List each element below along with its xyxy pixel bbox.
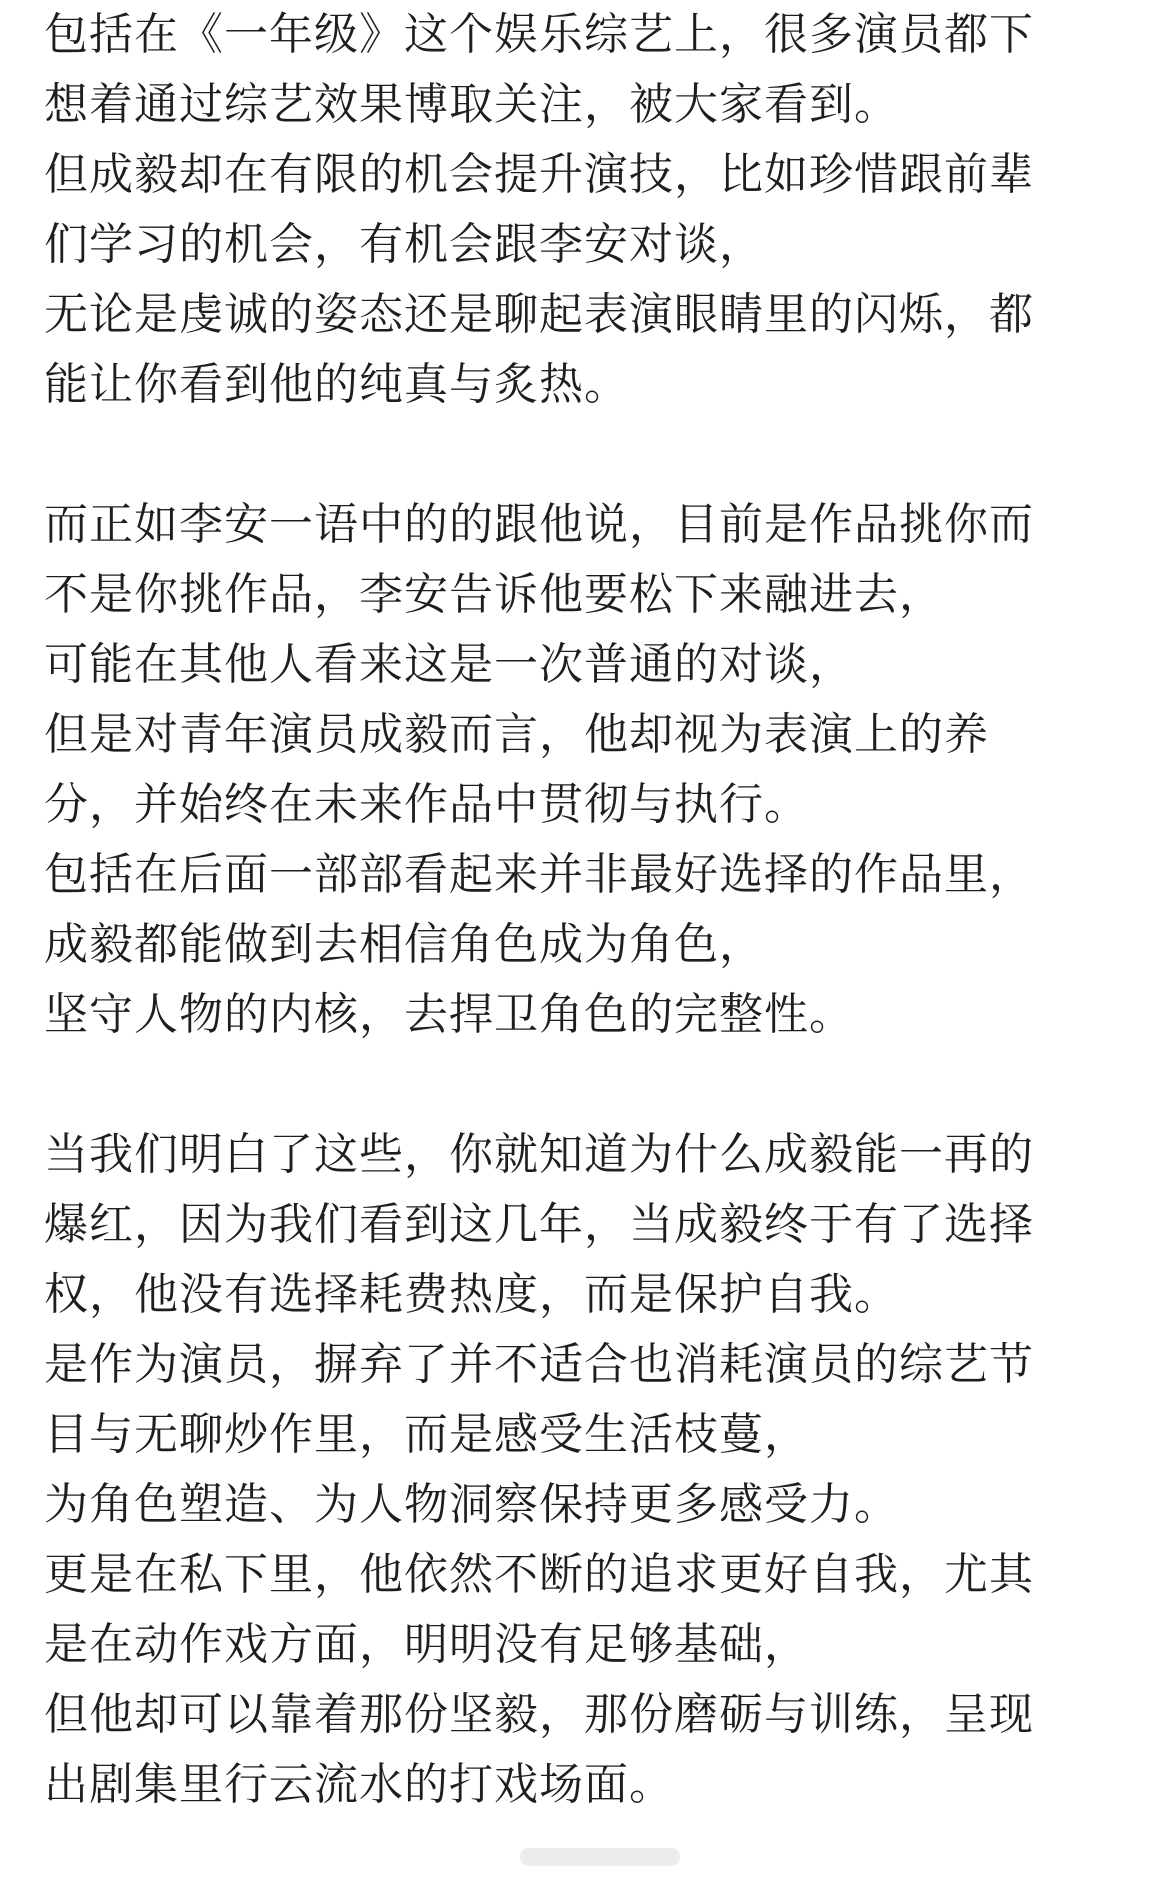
text-line: 想着通过综艺效果博取关注，被大家看到。 [44,79,899,130]
text-line: 包括在《一年级》这个娱乐综艺上，很多演员都下 [44,9,1034,60]
text-line: 更是在私下里，他依然不断的追求更好自我，尤其 [44,1549,1034,1600]
text-line: 但成毅却在有限的机会提升演技，比如珍惜跟前辈 [44,149,1034,200]
text-line: 但他却可以靠着那份坚毅，那份磨砺与训练，呈现 [44,1689,1034,1740]
watermark [520,1848,680,1866]
text-line: 能让你看到他的纯真与炙热。 [44,359,629,410]
paragraph-spacer [44,420,1134,490]
text-line: 但是对青年演员成毅而言，他却视为表演上的养 [44,709,989,760]
text-line: 分，并始终在未来作品中贯彻与执行。 [44,779,809,830]
text-line: 无论是虔诚的姿态还是聊起表演眼睛里的闪烁，都 [44,289,1034,340]
paragraph [44,0,1134,420]
text-line: 当我们明白了这些，你就知道为什么成毅能一再的 [44,1129,1034,1180]
text-line: 们学习的机会，有机会跟李安对谈， [44,219,764,270]
text-line: 爆红，因为我们看到这几年，当成毅终于有了选择 [44,1199,1034,1250]
text-line: 包括在后面一部部看起来并非最好选择的作品里， [44,849,1034,900]
text-line: 是在动作戏方面，明明没有足够基础， [44,1619,809,1670]
text-line: 权，他没有选择耗费热度，而是保护自我。 [44,1269,899,1320]
text-line: 可能在其他人看来这是一次普通的对谈， [44,639,854,690]
text-line: 成毅都能做到去相信角色成为角色， [44,919,764,970]
paragraph [44,1120,1134,1820]
paragraph [44,490,1134,1050]
text-line: 坚守人物的内核，去捍卫角色的完整性。 [44,989,854,1040]
text-line: 是作为演员，摒弃了并不适合也消耗演员的综艺节 [44,1339,1034,1390]
text-line: 为角色塑造、为人物洞察保持更多感受力。 [44,1479,899,1530]
paragraph-spacer [44,1050,1134,1120]
article-body [44,0,1134,1820]
text-line: 出剧集里行云流水的打戏场面。 [44,1759,674,1810]
text-line: 目与无聊炒作里，而是感受生活枝蔓， [44,1409,809,1460]
text-line: 而正如李安一语中的的跟他说，目前是作品挑你而 [44,499,1034,550]
text-line: 不是你挑作品，李安告诉他要松下来融进去， [44,569,944,620]
